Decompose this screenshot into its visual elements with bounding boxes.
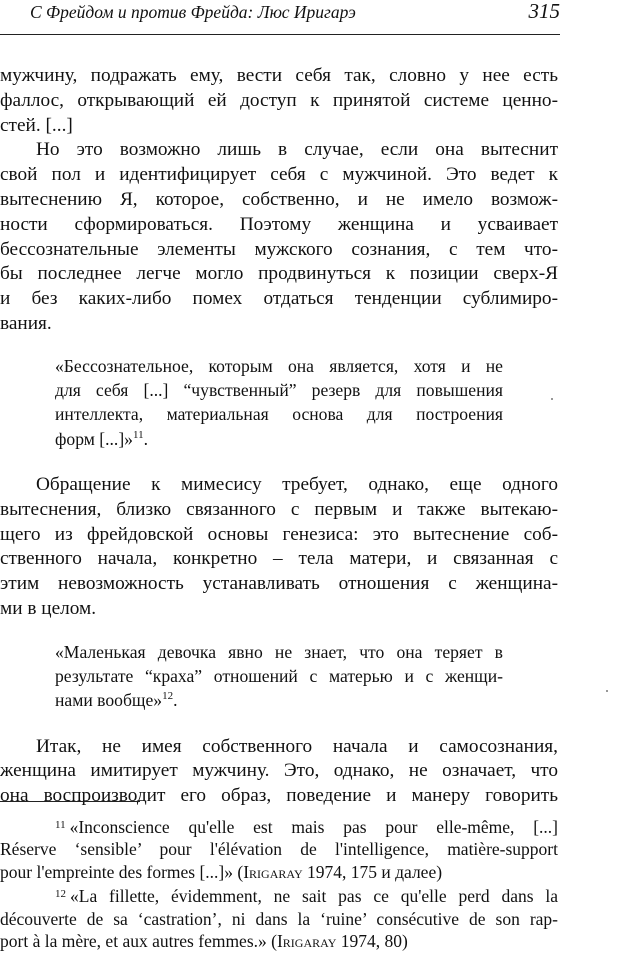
footnote-text: «Inconscience qu'elle est mais pas pour elle-même, [...] <box>69 817 558 837</box>
footnotes <box>0 814 558 952</box>
author-name: Irigaray <box>243 861 303 882</box>
quote-line: для себя [...] “чувственный” резерв для повышения <box>55 380 503 401</box>
footnote-text: 1974, 175 и далее) <box>302 861 443 882</box>
page-number: 315 <box>528 0 560 23</box>
text-line: вания. <box>0 312 52 334</box>
footnote-text: port à la mère, et aux autres femmes.» ( <box>0 931 277 952</box>
footnote-ref-11: 11 <box>132 428 144 441</box>
footnote-11 <box>0 814 558 883</box>
quote-line-text: нами вообще» <box>55 690 163 711</box>
footnote-12 <box>0 883 558 952</box>
footnote-line <box>0 814 558 838</box>
quote-line: интеллекта, материальная основа для построения <box>55 404 503 425</box>
text-line: этим невозможность устанавливать отношения с женщина- <box>0 573 558 595</box>
text-line: ности сформироваться. Поэтому женщина и усваивает <box>0 213 558 235</box>
text-line: стей. [...] <box>0 114 73 136</box>
paragraph-3 <box>0 473 558 622</box>
text-line: фаллос, открывающий ей доступ к принятой системе ценно- <box>0 89 558 111</box>
quote-line-text: форм [...]» <box>55 428 133 449</box>
footnote-line: Réserve ‘sensible’ pour l'élévation de l'intelligence, matière-support <box>0 839 558 860</box>
scan-speck <box>551 398 553 400</box>
footnote-text: «La fillette, évidemment, ne sait pas ce qu'elle perd dans la <box>70 886 558 907</box>
footnote-line: découverte de sa ‘castration’, ni dans la ‘ruine’ consécutive de son rap- <box>0 908 558 929</box>
text-line: мужчину, подражать ему, вести себя так, словно у нее есть <box>0 65 558 86</box>
text-line: щего из фрейдовской основы генезиса: это вытеснение соб- <box>0 523 558 545</box>
footnote-number: 12 <box>55 888 66 901</box>
quote-line: «Бессознательное, которым она является, хотя и не <box>55 355 503 376</box>
paragraph-2 <box>0 138 558 336</box>
footnote-line <box>0 883 558 907</box>
text-line: вытеснению Я, которое, собственно, и не имело возмож- <box>0 188 558 210</box>
quote-line: форм [...]»$^{11}$. <box>55 428 148 449</box>
author-name: Irigaray <box>276 931 337 952</box>
scan-speck <box>606 690 608 692</box>
footnote-line <box>0 930 558 952</box>
text-line: Итак, не имея собственного начала и самосознания, <box>36 735 558 757</box>
text-line: ми в целом. <box>0 597 97 619</box>
footnote-number: 11 <box>55 819 66 831</box>
block-quote-2 <box>55 640 503 713</box>
quote-line: нами вообще»$^{12}$. <box>55 690 178 711</box>
footnote-text: 1974, 80) <box>336 931 408 952</box>
footnote-ref-12: 12 <box>162 690 174 703</box>
paragraph-1 <box>0 64 558 138</box>
text-line: Обращение к мимесису требует, однако, еще одного <box>36 473 558 495</box>
text-line: и без каких-либо помех отдаться тенденции сублимиро- <box>0 288 558 310</box>
text-line: она воспроизводит его образ, поведение и манеру говорить <box>0 785 558 807</box>
footnote-rule <box>0 801 140 802</box>
text-line: бессознательные элементы мужского сознания, с тем что- <box>0 238 558 260</box>
text-line: женщина имитирует мужчину. Это, однако, не означает, что <box>0 760 558 782</box>
text-line: бы последнее легче могло продвинуться к позиции сверх-Я <box>0 263 558 285</box>
footnote-line <box>0 861 558 883</box>
text-line: вытеснения, близко связанного с первым и также вытекаю- <box>0 498 558 520</box>
text-line: ственного начала, конкретно – тела матери, и связанная с <box>0 548 558 570</box>
running-title: С Фрейдом и против Фрейда: Люс Иригарэ <box>30 2 356 22</box>
footnote-text: pour l'empreinte des formes [...]» ( <box>0 861 244 882</box>
main-text <box>0 64 558 809</box>
paragraph-4 <box>0 735 558 809</box>
quote-line: результате “краха” отношений с матерью и с женщи- <box>55 666 503 687</box>
header-rule <box>0 34 560 35</box>
text-line: Но это возможно лишь в случае, если она вытеснит <box>36 139 558 161</box>
page-header <box>0 0 560 36</box>
text-line: свой пол и идентифицирует себя с мужчиной. Это ведет к <box>0 164 558 186</box>
quote-line: «Маленькая девочка явно не знает, что она теряет в <box>55 641 503 662</box>
block-quote-1 <box>55 354 503 451</box>
